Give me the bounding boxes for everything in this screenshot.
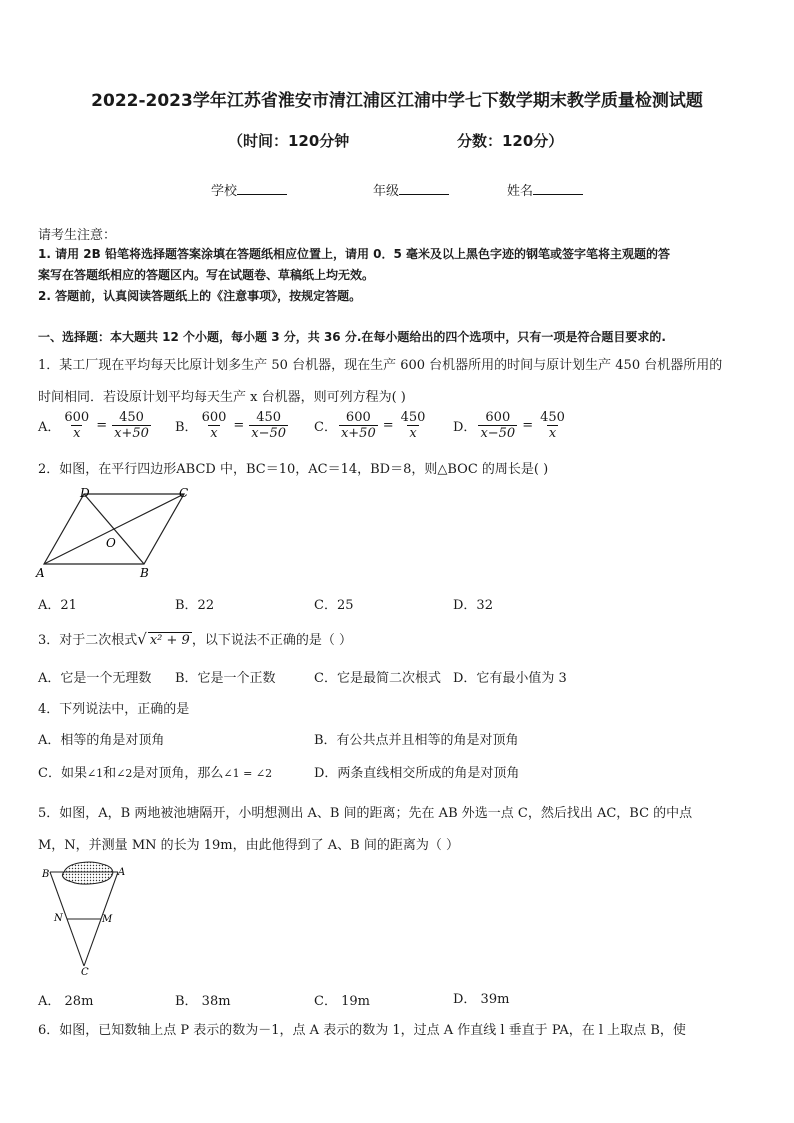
grade-blank	[399, 182, 449, 195]
label-m: M	[102, 914, 113, 925]
grade-label: 年级	[373, 184, 400, 199]
q1-line-1: 1．某工厂现在平均每天比原计划多生产 50 台机器，现在生产 600 台机器所用的时间与原计划生产 450 台机器所用的	[38, 358, 723, 373]
label-b: B	[42, 869, 50, 880]
fraction: $\frac{600}{x-50}$	[480, 410, 516, 441]
q3-option-b[interactable]: B．它是一个正数	[175, 671, 276, 686]
q2-option-d[interactable]: D．32	[453, 598, 493, 613]
q1-option-b[interactable]: B． $\frac{600}{x}$ = $\frac{450}{x-50}$	[175, 410, 287, 441]
q5-line-2: M，N，并测量 MN 的长为 19m，由此他得到了 A、B 间的距离为（ ）	[38, 838, 459, 853]
q4-option-d[interactable]: D．两条直线相交所成的角是对顶角	[314, 766, 520, 781]
section-heading: 一、选择题：本大题共 12 个小题，每小题 3 分，共 36 分.在每小题给出的四个选项中，只有一项是符合题目要求的.	[38, 330, 666, 344]
exam-time: （时间：120分钟	[228, 132, 350, 150]
exam-score: 分数：120分）	[457, 132, 564, 150]
q5-option-a[interactable]: A． 28m	[38, 994, 94, 1009]
q1-option-c[interactable]: C． $\frac{600}{x+50}$ = $\frac{450}{x}$	[314, 410, 426, 441]
q4-text: 4．下列说法中，正确的是	[38, 702, 190, 717]
grade-field	[373, 180, 449, 199]
q5-option-d[interactable]: D． 39m	[453, 992, 510, 1007]
fraction: $\frac{450}{x}$	[400, 410, 426, 441]
q2-option-b[interactable]: B．22	[175, 598, 215, 613]
q3-text: 3．对于二次根式√ x² + 9 ，以下说法不正确的是（ ）	[38, 630, 352, 648]
label-o: O	[106, 536, 116, 550]
q2-option-a[interactable]: A．21	[38, 598, 77, 613]
q2-text: 2．如图，在平行四边形ABCD 中，BC＝10，AC＝14，BD＝8，则△BOC 的周长是( )	[38, 462, 549, 477]
fraction: $\frac{450}{x}$	[540, 410, 565, 441]
school-field	[211, 180, 287, 199]
q2-option-c[interactable]: C．25	[314, 598, 354, 613]
label-c: C	[179, 486, 189, 500]
q5-option-b[interactable]: B． 38m	[175, 994, 231, 1009]
label-b: B	[140, 566, 149, 580]
fraction: $\frac{450}{x-50}$	[251, 410, 287, 441]
label-c: C	[81, 967, 89, 978]
name-blank	[533, 182, 583, 195]
label-d: D	[80, 486, 90, 500]
notice-title: 请考生注意：	[38, 228, 117, 243]
label-n: N	[54, 913, 63, 924]
fraction: $\frac{600}{x}$	[201, 410, 227, 441]
q3-option-d[interactable]: D．它有最小值为 3	[453, 671, 567, 686]
school-blank	[237, 182, 287, 195]
q3-option-a[interactable]: A．它是一个无理数	[38, 671, 152, 686]
q1-option-d[interactable]: D． $\frac{600}{x-50}$ = $\frac{450}{x}$	[453, 410, 565, 441]
notice-item-1b: 案写在答题纸相应的答题区内。写在试题卷、草稿纸上均无效。	[38, 268, 375, 282]
fraction: $\frac{450}{x+50}$	[114, 410, 149, 441]
pond-figure	[38, 858, 138, 978]
q1-line-2: 时间相同．若设原计划平均每天生产 x 台机器，则可列方程为( )	[38, 390, 406, 405]
q4-option-b[interactable]: B．有公共点并且相等的角是对顶角	[314, 733, 519, 748]
name-label: 姓名	[507, 184, 534, 199]
parallelogram-figure	[34, 484, 204, 580]
fraction: $\frac{600}{x+50}$	[340, 410, 376, 441]
q4-option-a[interactable]: A．相等的角是对顶角	[38, 733, 165, 748]
school-label: 学校	[211, 184, 238, 199]
q5-line-1: 5．如图，A，B 两地被池塘隔开，小明想测出 A、B 间的距离；先在 AB 外选一点 C，然后找出 AC，BC 的中点	[38, 806, 693, 821]
name-field	[507, 180, 583, 199]
notice-item-1a: 1. 请用 2B 铅笔将选择题答案涂填在答题纸相应位置上，请用 0．5 毫米及以上黑色字迹的钢笔或签字笔将主观题的答	[38, 247, 670, 261]
notice-item-2: 2. 答题前，认真阅读答题纸上的《注意事项》，按规定答题。	[38, 289, 362, 303]
page-title: 2022-2023学年江苏省淮安市清江浦区江浦中学七下数学期末教学质量检测试题	[91, 91, 703, 111]
q4-option-c[interactable]: C．如果∠1和∠2是对顶角，那么∠1 = ∠2	[38, 766, 273, 781]
q5-option-c[interactable]: C． 19m	[314, 994, 370, 1009]
fraction: $\frac{600}{x}$	[64, 410, 90, 441]
label-a: A	[118, 867, 126, 878]
q1-option-a[interactable]: A． $\frac{600}{x}$ = $\frac{450}{x+50}$	[38, 410, 149, 441]
label-a: A	[36, 566, 45, 580]
q3-option-c[interactable]: C．它是最简二次根式	[314, 671, 441, 686]
q6-line-1: 6．如图，已知数轴上点 P 表示的数为－1，点 A 表示的数为 1，过点 A 作直线 l 垂直于 PA，在 l 上取点 B，使	[38, 1023, 686, 1038]
